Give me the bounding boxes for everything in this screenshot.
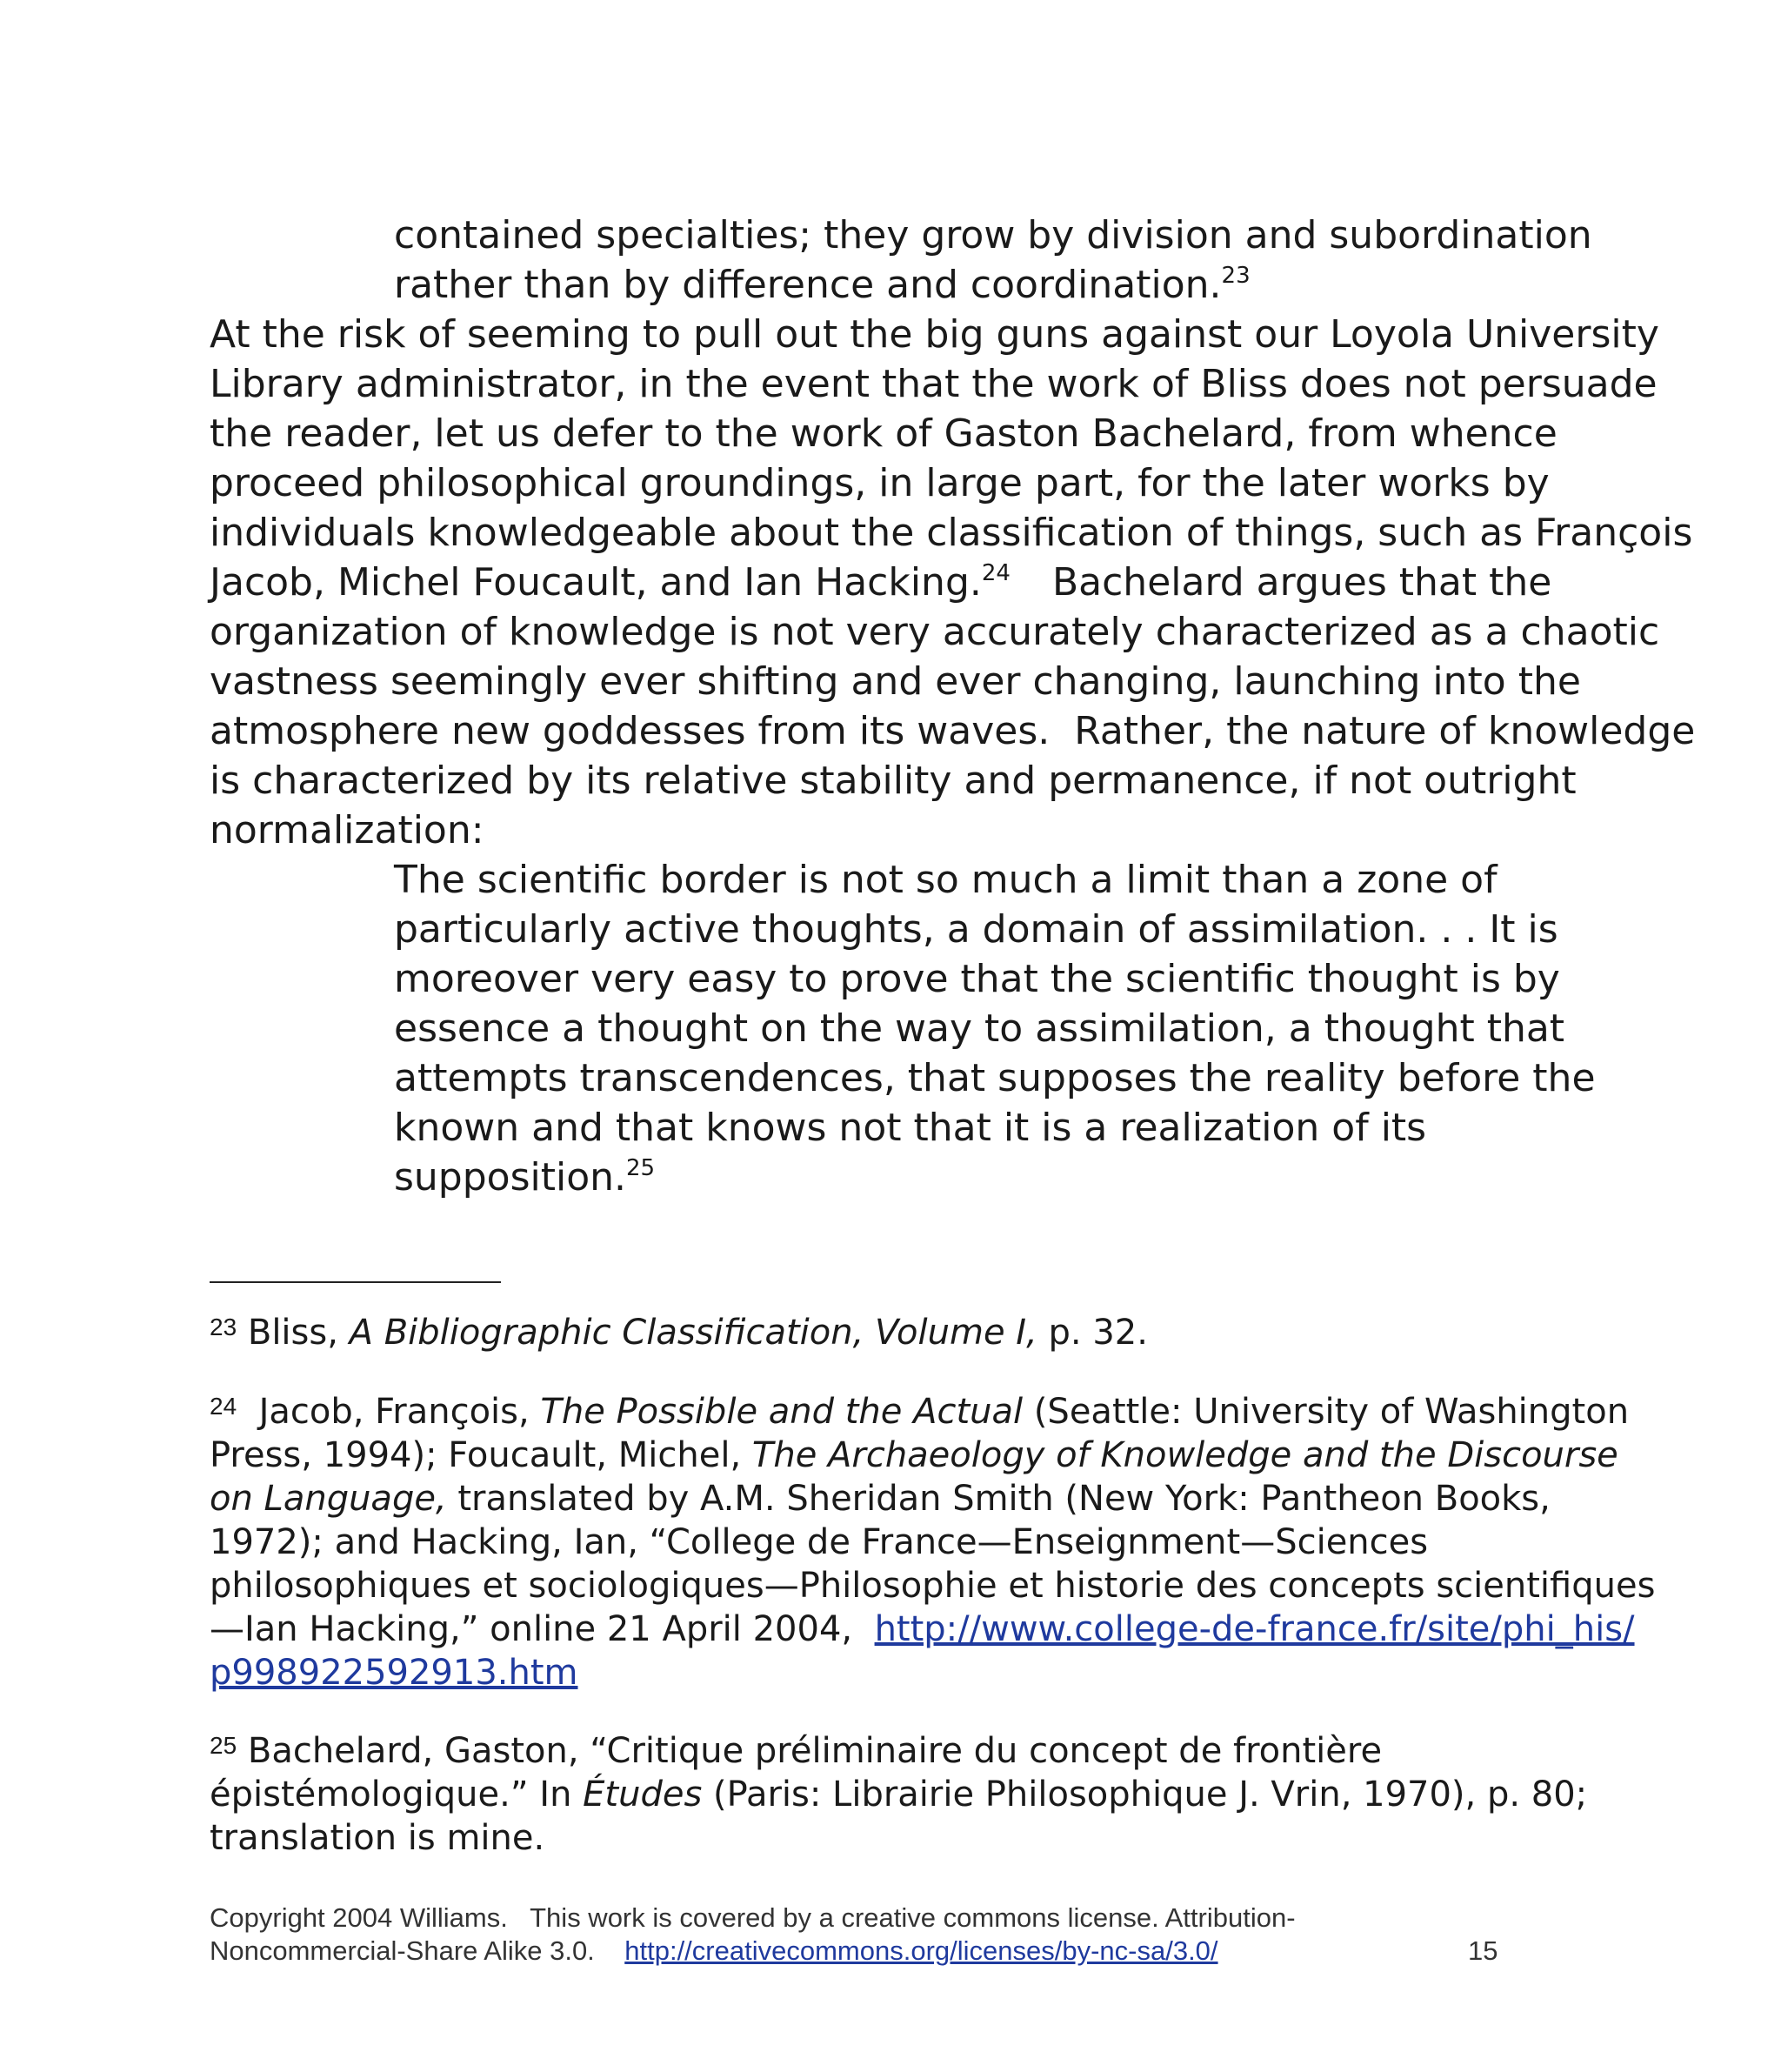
footnote-title: on Language, [210, 1479, 447, 1519]
footnote-text: Bliss, [237, 1313, 350, 1353]
quote1-line-1: contained specialties; they grow by division and subordination [394, 213, 1592, 257]
paragraph-line: individuals knowledgeable about the classification of things, such as François [210, 511, 1693, 555]
quote1-line-2 [210, 260, 1584, 310]
footnote-ref-25[interactable]: 25 [626, 1155, 656, 1181]
quote2-line: The scientific border is not so much a limit than a zone of [394, 858, 1498, 902]
page-footer [210, 1902, 1540, 1968]
block-quote-2 [210, 855, 1596, 1202]
footnote-text: épistémologique.” In [210, 1775, 584, 1815]
block-quote-1 [210, 211, 1592, 310]
footnote-25 [210, 1729, 1588, 1860]
footnote-24-line: philosophiques et sociologiques—Philosophie et historie des concepts scientifiques [210, 1566, 1656, 1606]
footnote-text: Press, 1994); Foucault, Michel, [210, 1435, 752, 1475]
footnote-24-line [210, 1434, 1618, 1477]
copyright-line: Copyright 2004 Williams. This work is covered by a creative commons license. Attribution- [210, 1902, 1296, 1933]
quote2-line: attempts transcendences, that supposes the reality before the [394, 1056, 1596, 1100]
footnote-25-line: translation is mine. [210, 1818, 545, 1858]
quote2-line: essence a thought on the way to assimilation, a thought that [394, 1006, 1565, 1051]
quote2-line: particularly active thoughts, a domain of assimilation. . . It is [394, 907, 1558, 952]
paragraph-line: normalization: [210, 808, 484, 852]
page-number: 15 [1468, 1935, 1498, 1966]
footnote-text: —Ian Hacking,” online 21 April 2004, [210, 1609, 875, 1649]
footnote-text: translated by A.M. Sheridan Smith (New York: Pantheon Books, [446, 1479, 1551, 1519]
paragraph-line: organization of knowledge is not very accurately characterized as a chaotic [210, 610, 1660, 654]
quote2-line [210, 1153, 1584, 1202]
paragraph-line: the reader, let us defer to the work of Gaston Bachelard, from whence [210, 411, 1558, 456]
footnote-25-line [210, 1729, 1584, 1773]
paragraph-line-tail: Bachelard argues that the [1051, 560, 1552, 605]
paragraph-line-text: Jacob, Michel Foucault, and Ian Hacking. [210, 560, 982, 605]
footnote-text: (Seattle: University of Washington [1023, 1392, 1630, 1432]
footnote-24-line [210, 1607, 1635, 1651]
footnote-title: The Possible and the Actual [540, 1392, 1024, 1432]
footnote-number: 24 [210, 1393, 237, 1420]
footnote-title: Études [583, 1775, 703, 1815]
college-de-france-link[interactable]: http://www.college-de-france.fr/site/phi_his/ [874, 1609, 1635, 1649]
license-line [210, 1935, 1540, 1968]
footnote-title: A Bibliographic Classification, Volume I, [349, 1313, 1037, 1353]
quote2-line-text: supposition. [394, 1155, 627, 1200]
footnote-text: (Paris: Librairie Philosophique J. Vrin, 1970), p. 80; [702, 1775, 1588, 1815]
footnote-title: The Archaeology of Knowledge and the Discourse [751, 1435, 1618, 1475]
footnote-number: 23 [210, 1313, 237, 1340]
quote1-line-2-text: rather than by difference and coordination. [394, 263, 1222, 307]
footnote-25-line [210, 1773, 1588, 1816]
paragraph-line: proceed philosophical groundings, in large part, for the later works by [210, 461, 1550, 505]
paragraph-line: vastness seemingly ever shifting and ever changing, launching into the [210, 659, 1581, 704]
footnote-ref-23[interactable]: 23 [1221, 263, 1251, 289]
college-de-france-link-cont[interactable]: p998922592913.htm [210, 1653, 578, 1693]
footnote-separator [210, 1281, 501, 1283]
footnote-ref-24[interactable]: 24 [981, 560, 1011, 586]
body-paragraph [210, 310, 1696, 855]
footnote-23-line [210, 1311, 1584, 1354]
footnote-24-line [210, 1477, 1584, 1521]
license-text: Noncommercial-Share Alike 3.0. [210, 1935, 625, 1966]
footnote-24-line [210, 1390, 1630, 1434]
quote2-line: moreover very easy to prove that the scientific thought is by [394, 957, 1560, 1001]
license-link[interactable]: http://creativecommons.org/licenses/by-nc-sa/3.0/ [624, 1935, 1218, 1966]
footnote-text: Bachelard, Gaston, “Critique préliminaire du concept de frontière [237, 1731, 1383, 1771]
footnote-24 [210, 1390, 1656, 1694]
footnote-24-line: 1972); and Hacking, Ian, “College de France—Enseignment—Sciences [210, 1522, 1429, 1562]
footnote-number: 25 [210, 1732, 237, 1759]
paragraph-line: Library administrator, in the event that the work of Bliss does not persuade [210, 362, 1658, 406]
paragraph-line: is characterized by its relative stability and permanence, if not outright [210, 759, 1577, 803]
footnote-text: p. 32. [1037, 1313, 1148, 1353]
paragraph-line: atmosphere new goddesses from its waves. Rather, the nature of knowledge [210, 709, 1696, 753]
footnote-text: Jacob, François, [237, 1392, 541, 1432]
paragraph-line [210, 558, 1584, 607]
footnote-23 [210, 1311, 1584, 1354]
paragraph-line: At the risk of seeming to pull out the big guns against our Loyola University [210, 312, 1659, 357]
footnote-24-line [210, 1651, 1584, 1694]
quote2-line: known and that knows not that it is a realization of its [394, 1106, 1427, 1150]
